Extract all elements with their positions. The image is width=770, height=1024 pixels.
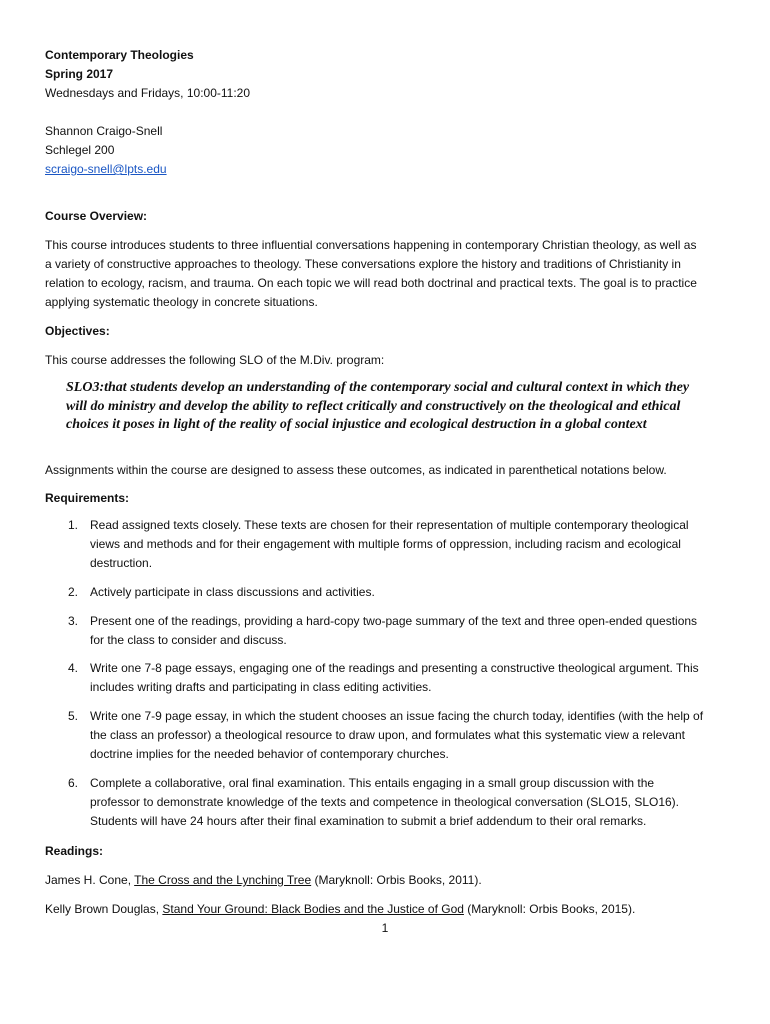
reading-item — [45, 871, 705, 890]
instructor-office: Schlegel 200 — [45, 143, 115, 157]
requirement-text: Actively participate in class discussions and activities. — [90, 584, 375, 599]
objectives-intro: This course addresses the following SLO of the M.Div. program: — [45, 353, 385, 367]
objectives-heading: Objectives: — [45, 324, 110, 338]
requirement-number: 2. — [68, 584, 79, 599]
requirement-text: Write one 7-8 page essays, engaging one of the readings and presenting a constructive theological argument. This includes writing drafts and participating in class editing activities. — [90, 661, 699, 695]
assessment-note: Assignments within the course are designed to assess these outcomes, as indicated in parenthetical notations below. — [45, 463, 667, 477]
course-term: Spring 2017 — [45, 67, 114, 81]
requirements-list — [45, 516, 705, 841]
requirement-number: 5. — [68, 709, 79, 724]
reading-title: The Cross and the Lynching Tree — [134, 873, 312, 887]
requirements-heading: Requirements: — [45, 491, 130, 505]
instructor-email-row — [45, 160, 705, 179]
reading-publication: (Maryknoll: Orbis Books, 2011). — [311, 873, 482, 887]
instructor-name: Shannon Craigo-Snell — [45, 124, 163, 138]
requirement-number: 1. — [68, 518, 79, 532]
reading-author: James H. Cone, — [45, 873, 135, 887]
reading-publication: (Maryknoll: Orbis Books, 2015). — [463, 902, 636, 916]
requirement-number: 6. — [68, 775, 79, 790]
course-title: Contemporary Theologies — [45, 48, 194, 62]
page-number: 1 — [381, 921, 389, 935]
requirement-item — [45, 516, 705, 573]
requirement-text: Complete a collaborative, oral final examination. This entails engaging in a small group discussion with the professor to demonstrate knowledge of the texts and competence in theological conversation (SLO15, SLO16). Students will have 24 hours after their final examination to submit a brief addendum to their oral remarks. — [90, 775, 680, 828]
readings-heading: Readings: — [45, 844, 104, 858]
requirement-text: Write one 7-9 page essay, in which the student chooses an issue facing the church today, identifies (with the help of the class an professor) a theological resource to draw upon, and formulates what this systematic view a relevant doctrine implies for the needed behavior of contemporary churches. — [90, 709, 704, 762]
course-schedule: Wednesdays and Fridays, 10:00-11:20 — [45, 86, 251, 100]
requirement-text: Read assigned texts closely. These texts are chosen for their representation of multiple contemporary theological views and methods and for their engagement with multiple forms of oppression, including racism and ecological destruction. — [90, 518, 689, 570]
overview-heading: Course Overview: — [45, 209, 148, 223]
requirement-number: 3. — [68, 613, 79, 628]
requirement-text: Present one of the readings, providing a hard-copy two-page summary of the text and three open-ended questions for the class to consider and discuss. — [90, 613, 698, 647]
requirement-item — [45, 612, 705, 650]
instructor-email-link[interactable]: scraigo-snell@lpts.edu — [45, 162, 167, 176]
reading-item — [45, 900, 705, 919]
requirement-item — [45, 774, 705, 831]
overview-text: This course introduces students to three influential conversations happening in contemporary Christian theology, as well as a variety of constructive approaches to theology. These conversations explore the history and traditions of Christianity in relation to ecology, racism, and trauma. On each topic we will read both doctrinal and practical texts. The goal is to practice applying systematic theology in concrete situations. — [45, 238, 697, 309]
slo-statement: SLO3:that students develop an understanding of the contemporary social and cultural context in which they will do ministry and develop the ability to reflect critically and constructively on the theological and ethical choices it poses in light of the reality of social injustice and ecological destruction in a global context — [66, 380, 690, 432]
requirement-item — [45, 583, 705, 602]
requirement-item — [45, 707, 705, 764]
reading-author: Kelly Brown Douglas, — [45, 902, 163, 916]
reading-title: Stand Your Ground: Black Bodies and the Justice of God — [162, 902, 464, 916]
requirement-item — [45, 659, 705, 697]
requirement-number: 4. — [68, 661, 79, 676]
